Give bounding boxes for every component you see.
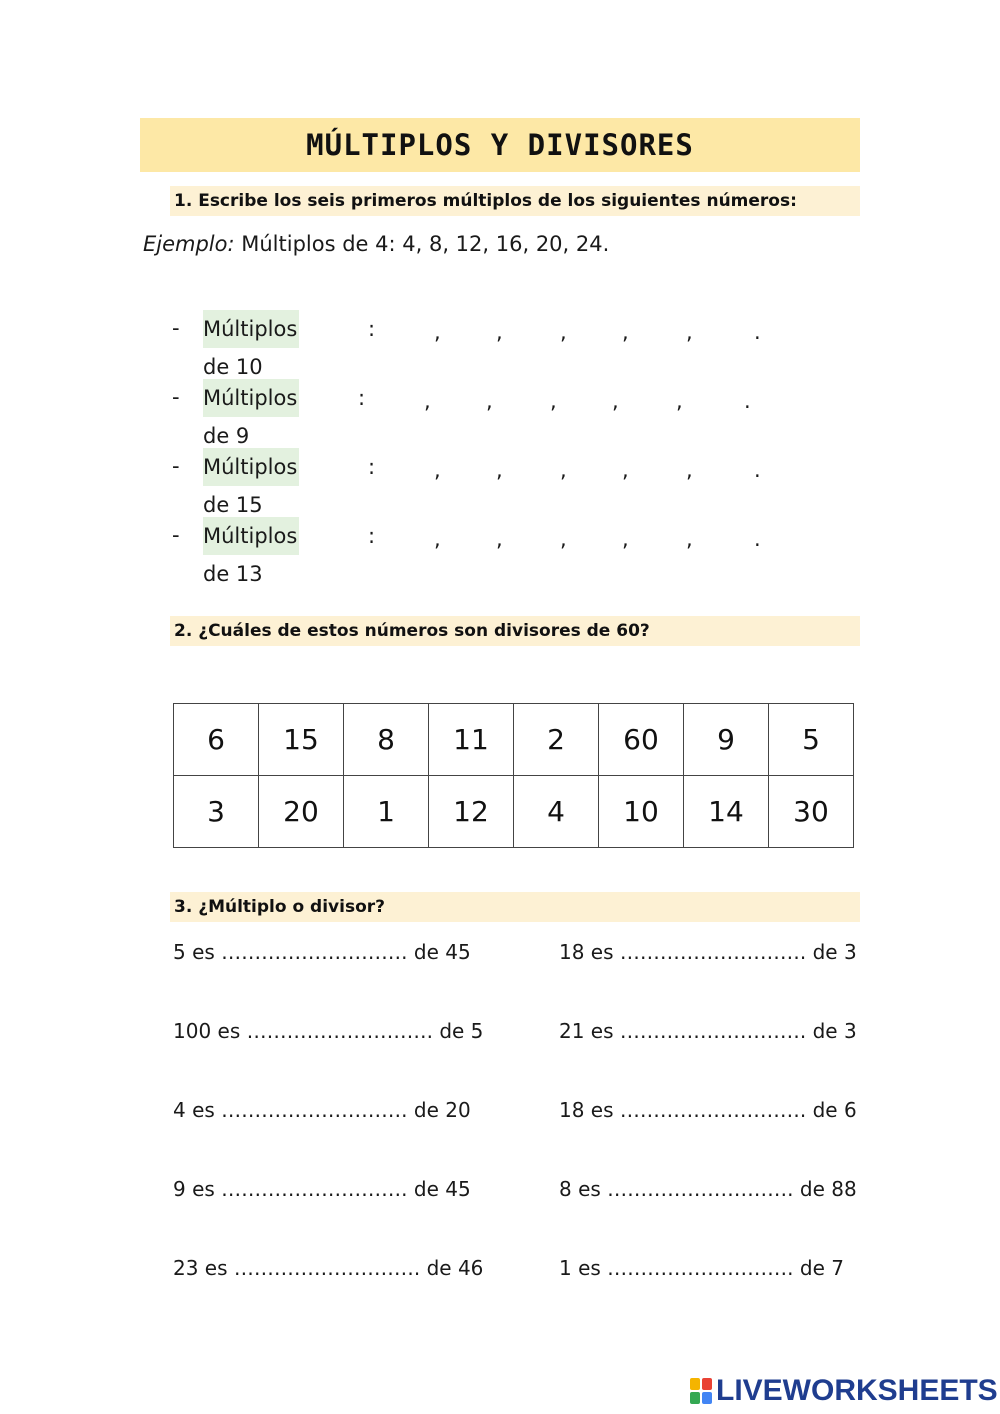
number-cell[interactable]: 3 xyxy=(174,776,259,848)
number-cell[interactable]: 8 xyxy=(344,704,429,776)
statement-item[interactable]: 18 es ………………………. de 3 xyxy=(559,940,857,964)
blank-comma: , xyxy=(622,458,629,482)
multiples-colon: : xyxy=(368,524,376,548)
multiples-colon: : xyxy=(358,386,366,410)
blank-comma: , xyxy=(622,527,629,551)
logo-icon xyxy=(690,1378,712,1404)
blank-period: . xyxy=(754,320,761,344)
liveworksheets-logo xyxy=(690,1374,998,1408)
blank-comma: , xyxy=(686,320,693,344)
multiples-label: Múltiplos de 13 xyxy=(203,517,299,555)
number-cell[interactable]: 12 xyxy=(429,776,514,848)
statement-item[interactable]: 9 es ………………………. de 45 xyxy=(173,1177,471,1201)
blank-comma: , xyxy=(560,320,567,344)
number-cell[interactable]: 1 xyxy=(344,776,429,848)
title-banner xyxy=(140,118,860,172)
number-cell[interactable]: 14 xyxy=(684,776,769,848)
number-cell[interactable]: 2 xyxy=(514,704,599,776)
blank-period: . xyxy=(754,458,761,482)
multiples-label: Múltiplos de 15 xyxy=(203,448,299,486)
blank-comma: , xyxy=(496,458,503,482)
blank-comma: , xyxy=(496,527,503,551)
example-text: Múltiplos de 4: 4, 8, 12, 16, 20, 24. xyxy=(234,232,610,256)
number-cell[interactable]: 11 xyxy=(429,704,514,776)
number-cell[interactable]: 20 xyxy=(259,776,344,848)
table-row xyxy=(174,704,854,776)
number-cell[interactable]: 60 xyxy=(599,704,684,776)
example-line xyxy=(143,232,609,256)
number-cell[interactable]: 9 xyxy=(684,704,769,776)
example-label: Ejemplo: xyxy=(143,232,235,256)
statement-item[interactable]: 8 es ………………………. de 88 xyxy=(559,1177,857,1201)
blank-comma: , xyxy=(486,389,493,413)
blank-comma: , xyxy=(686,527,693,551)
multiples-colon: : xyxy=(368,455,376,479)
statement-item[interactable]: 4 es ………………………. de 20 xyxy=(173,1098,471,1122)
blank-comma: , xyxy=(496,320,503,344)
number-cell[interactable]: 10 xyxy=(599,776,684,848)
blank-period: . xyxy=(744,389,751,413)
blank-comma: , xyxy=(560,527,567,551)
section-1-heading: 1. Escribe los seis primeros múltiplos de los siguientes números: xyxy=(170,186,860,216)
page-title: MÚLTIPLOS Y DIVISORES xyxy=(306,128,694,162)
statement-item[interactable]: 18 es ………………………. de 6 xyxy=(559,1098,857,1122)
number-cell[interactable]: 4 xyxy=(514,776,599,848)
number-cell[interactable]: 15 xyxy=(259,704,344,776)
blank-comma: , xyxy=(560,458,567,482)
blank-comma: , xyxy=(622,320,629,344)
multiples-label: Múltiplos de 9 xyxy=(203,379,299,417)
number-cell[interactable]: 30 xyxy=(769,776,854,848)
blank-comma: , xyxy=(676,389,683,413)
list-dash: - xyxy=(172,523,180,547)
statement-item[interactable]: 5 es ………………………. de 45 xyxy=(173,940,471,964)
statement-item[interactable]: 100 es ………………………. de 5 xyxy=(173,1019,484,1043)
blank-comma: , xyxy=(434,458,441,482)
multiples-label: Múltiplos de 10 xyxy=(203,310,299,348)
list-dash: - xyxy=(172,316,180,340)
blank-comma: , xyxy=(424,389,431,413)
statement-item[interactable]: 21 es ………………………. de 3 xyxy=(559,1019,857,1043)
statement-item[interactable]: 23 es ………………………. de 46 xyxy=(173,1256,484,1280)
blank-comma: , xyxy=(434,320,441,344)
logo-text: LIVEWORKSHEETS xyxy=(716,1374,998,1407)
divisors-table xyxy=(173,703,854,848)
number-cell[interactable]: 6 xyxy=(174,704,259,776)
blank-comma: , xyxy=(612,389,619,413)
blank-comma: , xyxy=(434,527,441,551)
section-3-heading: 3. ¿Múltiplo o divisor? xyxy=(170,892,860,922)
blank-period: . xyxy=(754,527,761,551)
section-2-heading: 2. ¿Cuáles de estos números son divisores de 60? xyxy=(170,616,860,646)
statement-item[interactable]: 1 es ………………………. de 7 xyxy=(559,1256,844,1280)
blank-comma: , xyxy=(686,458,693,482)
blank-comma: , xyxy=(550,389,557,413)
number-cell[interactable]: 5 xyxy=(769,704,854,776)
list-dash: - xyxy=(172,385,180,409)
table-row xyxy=(174,776,854,848)
list-dash: - xyxy=(172,454,180,478)
multiples-colon: : xyxy=(368,317,376,341)
